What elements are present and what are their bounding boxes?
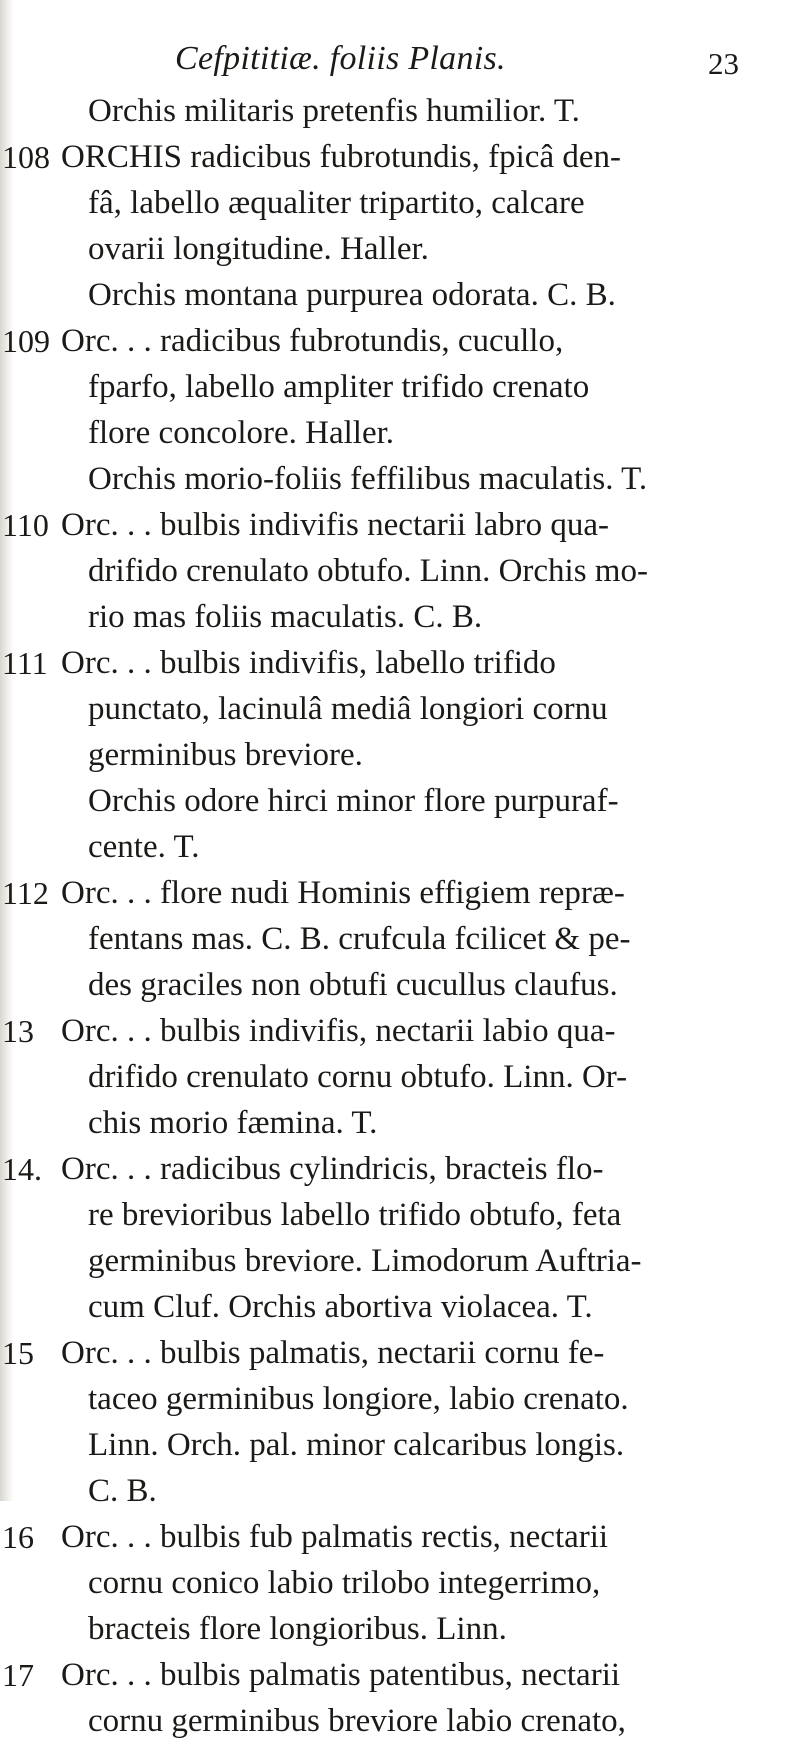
text-line: [0, 1008, 800, 1054]
line-text: C. B.: [88, 1473, 157, 1509]
text-line: [0, 1146, 800, 1192]
running-head-title: Cefpititiæ. foliis Planis.: [175, 40, 506, 77]
line-text: flore concolore. Haller.: [88, 415, 395, 451]
text-line: [0, 870, 800, 916]
text-line: [0, 1606, 800, 1652]
entry-number: 112: [2, 875, 49, 911]
line-text: germinibus breviore. Limodorum Auftria-: [88, 1243, 642, 1279]
line-text: cente. T.: [88, 829, 200, 865]
line-text: Linn. Orch. pal. minor calcaribus longis.: [88, 1427, 625, 1463]
line-text: germinibus breviore.: [88, 737, 363, 773]
text-line: [0, 916, 800, 962]
text-line: [0, 594, 800, 640]
line-text: Orchis morio-foliis feffilibus maculatis. T.: [88, 461, 648, 497]
text-line: [0, 272, 800, 318]
text-line: [0, 1560, 800, 1606]
text-line: [0, 364, 800, 410]
line-text: fparfo, labello ampliter trifido crenato: [88, 369, 590, 405]
text-line: [0, 732, 800, 778]
line-text: fâ, labello æqualiter tripartito, calcare: [88, 185, 585, 221]
line-text: cornu conico labio trilobo integerrimo,: [88, 1565, 601, 1601]
line-text: punctato, lacinulâ mediâ longiori cornu: [88, 691, 608, 727]
line-text: des graciles non obtufi cucullus claufus.: [88, 967, 618, 1003]
line-text: ORCHIS radicibus fubrotundis, fpicâ den-: [61, 139, 621, 175]
line-text: fentans mas. C. B. crufcula fcilicet & pe-: [88, 921, 631, 957]
line-text: drifido crenulato cornu obtufo. Linn. Or-: [88, 1059, 628, 1095]
text-line: [0, 1192, 800, 1238]
text-line: [0, 778, 800, 824]
line-text: drifido crenulato obtufo. Linn. Orchis mo-: [88, 553, 648, 589]
text-line: [0, 686, 800, 732]
entry-number: 108: [2, 139, 50, 175]
text-line: [0, 1376, 800, 1422]
text-line: [0, 410, 800, 456]
text-line: [0, 502, 800, 548]
text-line: [0, 318, 800, 364]
text-line: [0, 1514, 800, 1560]
entry-number: 17: [2, 1657, 34, 1693]
entry-number: 14.: [2, 1151, 42, 1187]
line-text: chis morio fæmina. T.: [88, 1105, 378, 1141]
text-line: [0, 1652, 800, 1698]
text-line: [0, 1468, 800, 1514]
entry-number: 109: [2, 323, 50, 359]
line-text: bracteis flore longioribus. Linn.: [88, 1611, 507, 1647]
text-line: [0, 1330, 800, 1376]
text-line: [0, 1698, 800, 1744]
line-text: Orc. . . bulbis palmatis patentibus, nectarii: [61, 1657, 621, 1693]
line-text: Orchis montana purpurea odorata. C. B.: [88, 277, 616, 313]
text-line: [0, 456, 800, 502]
text-line: [0, 824, 800, 870]
line-text: Orc. . . flore nudi Hominis effigiem repræ-: [61, 875, 625, 911]
text-line: [0, 1054, 800, 1100]
text-line: [0, 1422, 800, 1468]
line-text: Orc. . . bulbis fub palmatis rectis, nectarii: [61, 1519, 609, 1555]
line-text: Orc. . . radicibus fubrotundis, cucullo,: [61, 323, 564, 359]
line-text: re brevioribus labello trifido obtufo, feta: [88, 1197, 622, 1233]
text-line: [0, 1284, 800, 1330]
line-text: Orchis odore hirci minor flore purpuraf-: [88, 783, 619, 819]
text-line: [0, 1238, 800, 1284]
line-text: Orc. . . bulbis indivifis nectarii labro qua-: [61, 507, 610, 543]
entry-number: 110: [2, 507, 49, 543]
text-line: [0, 226, 800, 272]
text-line: [0, 548, 800, 594]
text-line: [0, 962, 800, 1008]
line-text: Orc. . . radicibus cylindricis, bracteis flo-: [61, 1151, 604, 1187]
page-number: 23: [708, 46, 739, 81]
line-text: cum Cluf. Orchis abortiva violacea. T.: [88, 1289, 593, 1325]
running-header: [0, 40, 800, 80]
line-text: Orc. . . bulbis palmatis, nectarii cornu fe-: [61, 1335, 605, 1371]
line-text: Orc. . . bulbis indivifis, nectarii labio qua-: [61, 1013, 616, 1049]
line-text: Orc. . . bulbis indivifis, labello trifido: [61, 645, 556, 681]
line-text: ovarii longitudine. Haller.: [88, 231, 429, 267]
text-line: [0, 180, 800, 226]
line-text: cornu germinibus breviore labio crenato,: [88, 1703, 626, 1739]
text-line: [0, 88, 800, 134]
text-line: [0, 640, 800, 686]
line-text: Orchis militaris pretenfis humilior. T.: [88, 93, 580, 129]
entry-number: 15: [2, 1335, 34, 1371]
text-line: [0, 1100, 800, 1146]
entry-number: 16: [2, 1519, 34, 1555]
entry-number: 13: [2, 1013, 34, 1049]
entry-number: 111: [2, 645, 48, 681]
line-text: rio mas foliis maculatis. C. B.: [88, 599, 483, 635]
text-line: [0, 134, 800, 180]
species-entries: [0, 88, 800, 1744]
line-text: taceo germinibus longiore, labio crenato.: [88, 1381, 629, 1417]
